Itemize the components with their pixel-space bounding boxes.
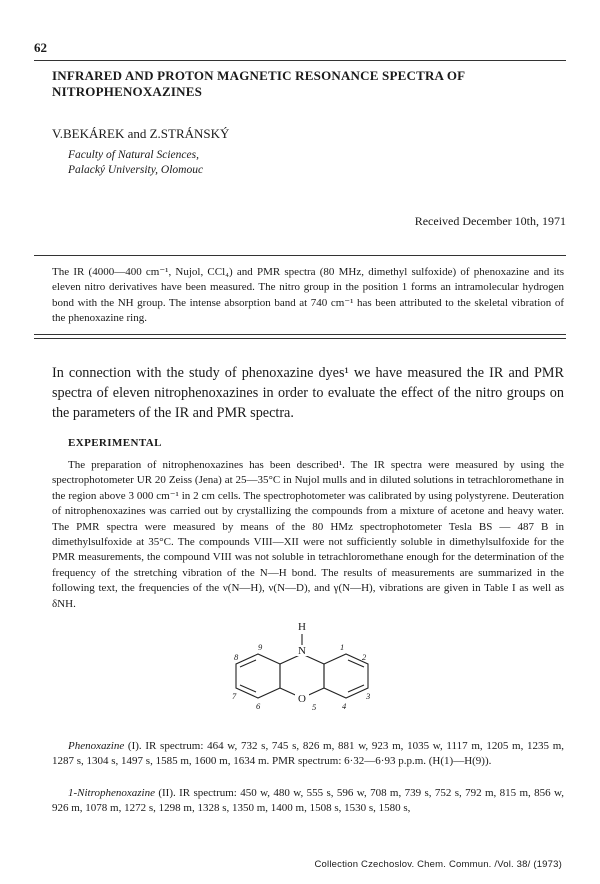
- position-5: 5: [312, 702, 317, 712]
- position-6: 6: [256, 701, 261, 711]
- affiliation-line-1: Faculty of Natural Sciences,: [68, 149, 199, 161]
- abstract: The IR (4000—400 cm⁻¹, Nujol, CCl₄) and PMR spectra (80 MHz, dimethyl sulfoxide) of phenoxazine and its eleven nitro derivatives have been measured. The nitro group in the position 1 forms an intramolecular hydrogen bond with the NH group. The intense absorption band at 740 cm⁻¹ has been attributed to the skeletal vibration of the phenoxazine ring.: [52, 266, 564, 325]
- journal-footer: Collection Czechoslov. Chem. Commun. /Vol. 38/ (1973): [314, 859, 562, 870]
- compound-2-number: (II): [158, 787, 173, 799]
- position-3: 3: [366, 691, 371, 701]
- abstract-rule-bottom: [34, 334, 566, 335]
- compound-1-spectrum: . IR spectrum: 464 w, 732 s, 745 s, 826 m, 881 w, 923 m, 1035 w, 1117 m, 1205 m, 1235 m, 1287 s, 1304 s, 1497 s, 1585 m, 1600 m, 1634 m. PMR spectrum: 6·32—6·93 p.p.m. (H(1)—H(9)).: [52, 740, 565, 768]
- position-7: 7: [232, 691, 237, 701]
- compound-1-name: Phenoxazine: [68, 740, 125, 752]
- position-2: 2: [362, 652, 367, 662]
- compound-2-spectrum: . IR spectrum: 450 w, 480 w, 555 s, 596 w, 708 m, 739 s, 752 s, 792 m, 815 m, 856 w, 926 m, 1078 m, 1272 s, 1298 m, 1328 s, 1350 m, 1400 m, 1508 s, 1530 s, 1580 s,: [52, 787, 565, 815]
- header-rule: [34, 60, 566, 61]
- phenoxazine-structure: [232, 614, 372, 724]
- abstract-rule-bottom-2: [34, 338, 566, 339]
- compound-2-name: 1-Nitrophenoxazine: [68, 787, 155, 799]
- position-8: 8: [234, 652, 239, 662]
- hydrogen-label: H: [298, 621, 306, 633]
- left-ring: [236, 654, 280, 698]
- nitrogen-label: N: [298, 645, 306, 657]
- received-date: Received December 10th, 1971: [414, 214, 566, 228]
- affiliation-line-2: Palacký University, Olomouc: [68, 164, 204, 176]
- central-ring: [280, 654, 324, 698]
- position-1: 1: [340, 642, 345, 652]
- article-title: INFRARED AND PROTON MAGNETIC RESONANCE SPECTRA OF NITROPHENOXAZINES: [52, 68, 465, 99]
- position-9: 9: [258, 642, 263, 652]
- experimental-text: The preparation of nitrophenoxazines has been described¹. The IR spectra were measured by using the spectrophotometer UR 20 Zeiss (Jena) at 25—35°C in Nujol mulls and in diluted solutions in tetrachloromethane in the region above 3 000 cm⁻¹ in 2 cm cells. The spectrophotometer was calibrated by using polystyrene. Deuteration of nitrophenoxazines was carried out by crystallizing the compounds from a mixture of acetone and heavy water. The PMR spectra were measured by means of the 80 HMz spectrophotometer Tesla BS — 487 B in dimethylsulfoxide at 35°C. The compounds VIII—XII were not sufficiently soluble in dimethylsulfoxide for the PMR measurements, the compound VIII was not soluble in tetrachloromethane enough for the determination of the frequency of the stretching vibration of the N—H bond. The results of measurements are summarized in the following text, the frequencies of the ν(N—H), ν(N—D), and γ(N—H), vibrations are given in Table I as well as δNH.: [52, 459, 564, 610]
- compound-1-paragraph: [52, 739, 564, 770]
- compound-1-number: (I): [127, 740, 139, 752]
- introduction: In connection with the study of phenoxazine dyes¹ we have measured the IR and PMR spectra of eleven nitrophenoxazines in order to evaluate the effect of the nitro groups on the parameters of the IR and PMR spectra.: [52, 365, 564, 421]
- compound-2-paragraph: [52, 786, 564, 817]
- section-heading: EXPERIMENTAL: [68, 437, 162, 449]
- page-number: 62: [34, 40, 47, 55]
- position-4: 4: [342, 701, 347, 711]
- abstract-rule-top: [34, 255, 566, 256]
- oxygen-label: O: [298, 693, 306, 705]
- affiliation: [68, 148, 203, 178]
- authors: V.BEKÁREK and Z.STRÁNSKÝ: [52, 126, 230, 141]
